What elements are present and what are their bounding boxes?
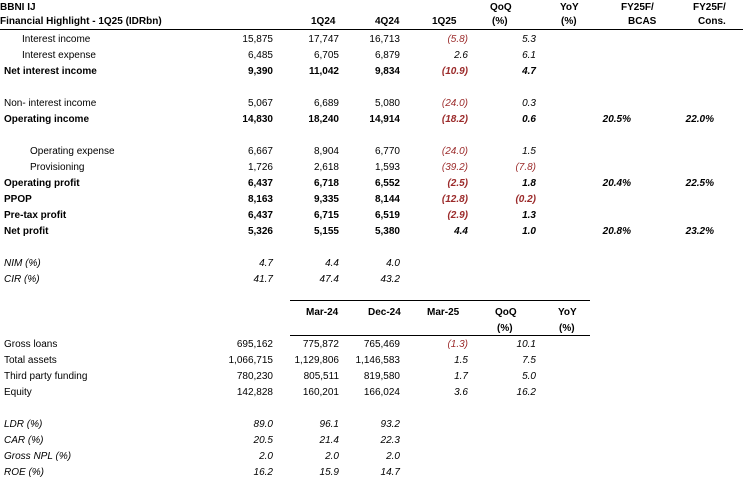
table-row [0,256,743,271]
cell-yoy: 5.0 [522,371,536,382]
cell-qoq: 4.4 [454,226,468,237]
cell-qoq: (39.2) [441,162,468,173]
cell-qoq: (2.5) [447,178,468,189]
col-cons-header: FY25F/ [693,2,726,13]
cell-yoy: 1.3 [522,210,536,221]
cell-qoq: 1.5 [454,355,468,366]
cell-1q25: 43.2 [380,274,400,285]
cell-4q24: 6,718 [313,178,339,189]
cell-4q24: 47.4 [319,274,339,285]
cell-mar25: 765,469 [363,339,400,350]
col-bcas-header-2: BCAS [628,16,657,27]
cell-mar25: 14.7 [380,467,400,478]
row-label: CIR (%) [4,274,40,285]
cell-1q25: 9,834 [374,66,400,77]
row-label: Interest expense [22,50,96,61]
cell-1q25: 6,879 [374,50,400,61]
cell-4q24: 8,904 [313,146,339,157]
table-row [0,337,743,352]
cell-mar24: 1,066,715 [228,355,273,366]
cell-4q24: 17,747 [308,34,339,45]
cell-1q25: 16,713 [369,34,400,45]
row-label: PPOP [4,194,32,205]
balance-header-bottom-rule [290,335,590,336]
cell-qoq: (10.9) [441,66,468,77]
cell-yoy: (0.2) [515,194,536,205]
col-yoy-header-2: YoY [558,307,577,318]
row-label: Gross loans [4,339,58,350]
cell-dec24: 160,201 [302,387,339,398]
cell-4q24: 5,155 [313,226,339,237]
cell-mar24: 695,162 [236,339,273,350]
row-label: CAR (%) [4,435,44,446]
cell-mar25: 1,146,583 [355,355,400,366]
row-label: Net profit [4,226,49,237]
row-label: Net interest income [4,66,97,77]
cell-1q25: 14,914 [369,114,400,125]
col-yoy-header: YoY [560,2,579,13]
cell-bcas: 20.5% [602,114,631,125]
row-label: Total assets [4,355,57,366]
cell-1q24: 15,875 [242,34,273,45]
table-row [0,48,743,63]
cell-dec24: 15.9 [319,467,339,478]
cell-yoy: 16.2 [516,387,536,398]
cell-qoq: (24.0) [441,146,468,157]
col-qoq-header: QoQ [490,2,512,13]
cell-yoy: 1.8 [522,178,536,189]
cell-bcas: 20.8% [602,226,631,237]
cell-mar25: 166,024 [363,387,400,398]
cell-yoy: (7.8) [515,162,536,173]
cell-1q24: 6,437 [247,210,273,221]
row-label: Equity [4,387,32,398]
col-mar25-header: Mar-25 [427,307,460,318]
cell-qoq: (24.0) [441,98,468,109]
cell-yoy: 10.1 [516,339,536,350]
table-row [0,144,743,159]
balance-header-top-rule [290,300,590,301]
cell-1q24: 8,163 [247,194,273,205]
cell-1q24: 6,485 [247,50,273,61]
cell-mar25: 2.0 [386,451,400,462]
row-label: Operating income [4,114,90,125]
cell-1q24: 9,390 [247,66,273,77]
col-bcas-header: FY25F/ [621,2,654,13]
cell-4q24: 4.4 [325,258,339,269]
cell-yoy: 5.3 [522,34,536,45]
table-row [0,369,743,384]
cell-1q24: 1,726 [247,162,273,173]
col-qoq-header-2: QoQ [495,307,517,318]
cell-yoy: 1.0 [522,226,536,237]
header-row-2 [0,14,743,29]
cell-cons: 22.0% [685,114,714,125]
table-row [0,64,743,79]
row-label: Interest income [22,34,91,45]
table-row [0,433,743,448]
cell-dec24: 775,872 [302,339,339,350]
cell-1q25: 5,080 [374,98,400,109]
table-row [0,96,743,111]
cell-1q25: 4.0 [386,258,400,269]
cell-1q25: 6,770 [374,146,400,157]
col-4q24-header: 4Q24 [375,16,400,27]
row-label: Third party funding [4,371,88,382]
cell-1q25: 5,380 [374,226,400,237]
table-row [0,224,743,239]
cell-mar24: 20.5 [253,435,273,446]
table-row [0,32,743,47]
cell-dec24: 96.1 [319,419,339,430]
cell-mar24: 780,230 [236,371,273,382]
header-divider [0,29,743,30]
cell-1q25: 8,144 [374,194,400,205]
cell-yoy: 1.5 [522,146,536,157]
cell-mar24: 89.0 [253,419,273,430]
cell-mar25: 93.2 [380,419,400,430]
col-1q25-header: 1Q25 [432,16,457,27]
cell-qoq: 2.6 [454,50,468,61]
table-row [0,272,743,287]
header-row-4 [0,321,743,336]
col-yoy-unit: (%) [561,16,577,27]
cell-yoy: 0.6 [522,114,536,125]
row-label: Provisioning [30,162,85,173]
cell-1q24: 6,667 [247,146,273,157]
cell-qoq: (2.9) [447,210,468,221]
table-row [0,112,743,127]
cell-4q24: 11,042 [308,66,339,77]
cell-dec24: 21.4 [319,435,339,446]
cell-1q24: 4.7 [259,258,273,269]
cell-bcas: 20.4% [602,178,631,189]
col-1q24-header: 1Q24 [311,16,336,27]
cell-mar25: 22.3 [380,435,400,446]
cell-yoy: 4.7 [522,66,536,77]
col-qoq-unit-2: (%) [497,323,513,334]
cell-1q24: 5,326 [247,226,273,237]
cell-qoq: 3.6 [454,387,468,398]
col-qoq-unit: (%) [492,16,508,27]
cell-1q25: 1,593 [374,162,400,173]
cell-4q24: 9,335 [313,194,339,205]
cell-1q24: 41.7 [253,274,273,285]
cell-1q24: 14,830 [242,114,273,125]
cell-1q24: 6,437 [247,178,273,189]
row-label: Gross NPL (%) [4,451,72,462]
row-label: Pre-tax profit [4,210,67,221]
table-row [0,208,743,223]
row-label: NIM (%) [4,258,41,269]
table-row [0,160,743,175]
cell-dec24: 805,511 [303,371,339,382]
cell-1q25: 6,552 [374,178,400,189]
cell-cons: 23.2% [685,226,714,237]
row-label: Operating expense [30,146,115,157]
col-yoy-unit-2: (%) [559,323,575,334]
cell-1q25: 6,519 [374,210,400,221]
cell-dec24: 2.0 [325,451,339,462]
cell-mar24: 142,828 [236,387,273,398]
col-mar24-header: Mar-24 [306,307,339,318]
ticker: BBNI IJ [0,2,36,13]
table-row [0,417,743,432]
row-label: LDR (%) [4,419,43,430]
cell-4q24: 6,705 [313,50,339,61]
cell-4q24: 6,715 [313,210,339,221]
cell-qoq: (5.8) [447,34,468,45]
table-row [0,176,743,191]
cell-1q24: 5,067 [247,98,273,109]
cell-dec24: 1,129,806 [294,355,339,366]
table-title: Financial Highlight - 1Q25 (IDRbn) [0,16,162,27]
cell-4q24: 6,689 [313,98,339,109]
table-row [0,465,743,480]
cell-yoy: 7.5 [522,355,536,366]
header-row-3 [0,305,743,320]
cell-mar24: 16.2 [253,467,273,478]
row-label: Non- interest income [4,98,97,109]
cell-cons: 22.5% [685,178,714,189]
table-row [0,192,743,207]
cell-mar25: 819,580 [363,371,400,382]
cell-4q24: 2,618 [313,162,339,173]
col-cons-header-2: Cons. [698,16,726,27]
row-label: Operating profit [4,178,80,189]
cell-qoq: (1.3) [447,339,468,350]
cell-qoq: (12.8) [441,194,468,205]
cell-yoy: 0.3 [522,98,536,109]
header-row-1 [0,0,743,15]
row-label: ROE (%) [4,467,44,478]
cell-yoy: 6.1 [522,50,536,61]
table-row [0,449,743,464]
table-row [0,353,743,368]
table-row [0,385,743,400]
cell-qoq: (18.2) [441,114,468,125]
cell-mar24: 2.0 [259,451,273,462]
cell-4q24: 18,240 [308,114,339,125]
cell-qoq: 1.7 [454,371,468,382]
col-dec24-header: Dec-24 [368,307,401,318]
